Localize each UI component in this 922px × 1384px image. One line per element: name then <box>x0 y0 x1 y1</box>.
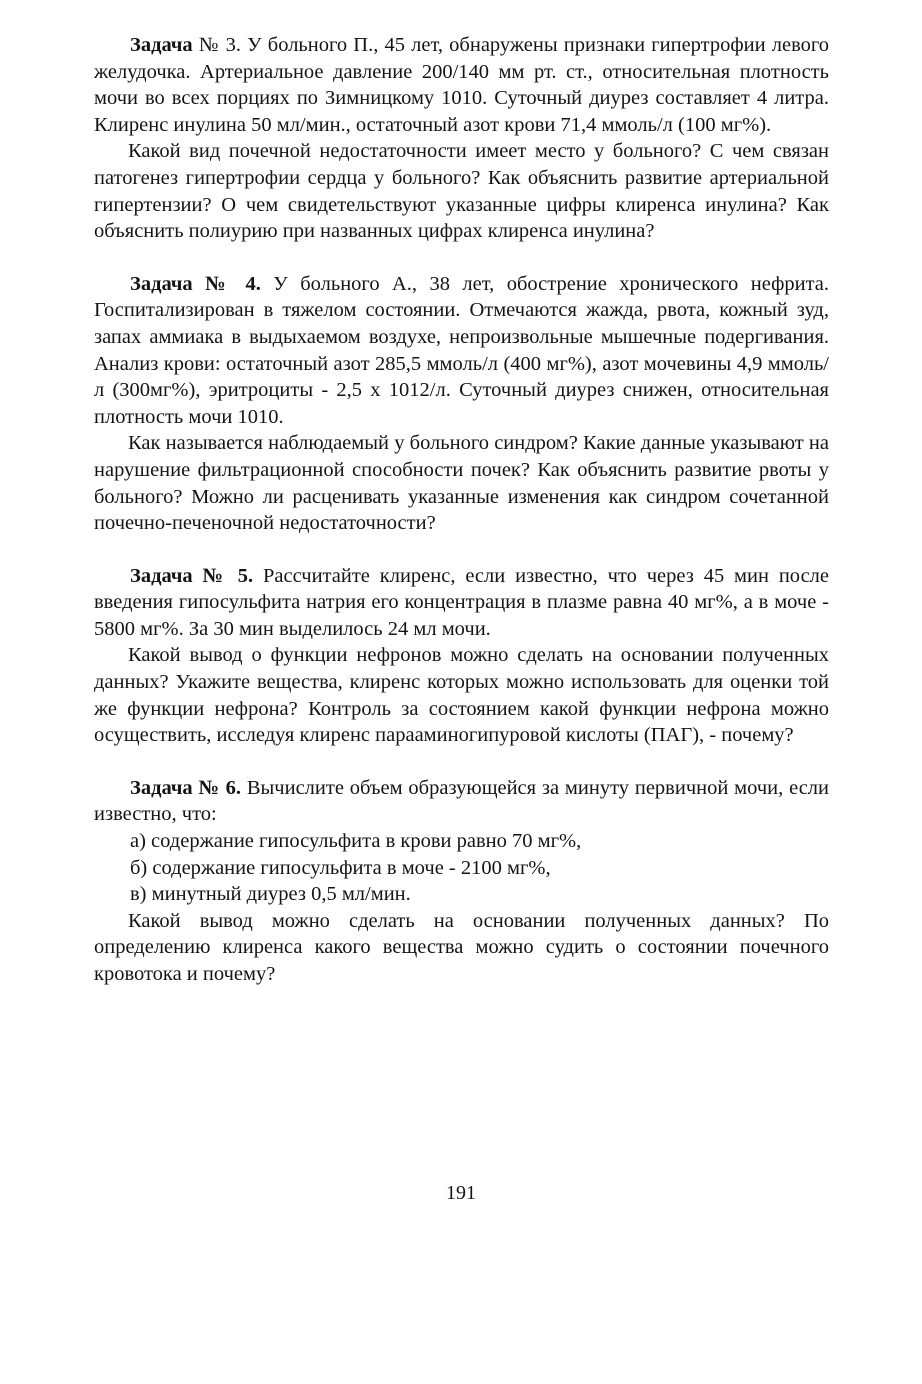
task-4 <box>94 271 829 537</box>
task-5-statement <box>94 563 829 643</box>
task-6-title: Задача № 6. <box>130 776 242 799</box>
task-5-questions: Какой вывод о функции нефронов можно сделать на основании полученных данных? Укажите вещества, клиренс которых можно использовать для оценки той же функции нефрона? Контроль за состоянием какой функции нефрона можно осуществить, исследуя клиренс парааминогипуровой кислоты (ПАГ), - почему? <box>94 644 829 747</box>
task-6-statement <box>94 775 829 828</box>
task-6 <box>94 775 829 988</box>
task-3 <box>94 32 829 245</box>
task-4-title: Задача № 4. <box>130 272 261 295</box>
task-4-statement <box>94 271 829 431</box>
task-3-statement-text: У больного П., 45 лет, обнаружены признаки гипертрофии левого желудочка. Артериальное давление 200/140 мм рт. ст., относительная плотность мочи во всех порциях по Зимницкому 1010. Суточный диурез составляет 4 литра. Клиренс инулина 50 мл/мин., остаточный азот крови 71,4 ммоль/л (100 мг%). <box>94 34 829 136</box>
task-6-item-c: в) минутный диурез 0,5 мл/мин. <box>130 883 411 906</box>
task-separator <box>94 537 829 563</box>
task-4-questions: Как называется наблюдаемый у больного синдром? Какие данные указывают на нарушение фильтрационной способности почек? Как объяснить развитие рвоты у больного? Можно ли расценивать указанные изменения как синдром сочетанной почечно-печеночной недостаточности? <box>94 432 829 535</box>
task-6-item-a: а) содержание гипосульфита в крови равно 70 мг%, <box>130 830 582 853</box>
task-5 <box>94 563 829 749</box>
task-3-number: № 3. <box>192 34 241 56</box>
document-page <box>94 32 829 988</box>
task-6-item-b: б) содержание гипосульфита в моче - 2100 мг%, <box>130 856 551 879</box>
page-number: 191 <box>446 1182 476 1204</box>
task-separator <box>94 245 829 271</box>
task-5-statement-text: Рассчитайте клиренс, если известно, что через 45 мин после введения гипосульфита натрия его концентрация в плазме равна 40 мг%, а в моче - 5800 мг%. За 30 мин выделилось 24 мл мочи. <box>94 564 829 640</box>
task-3-statement <box>94 32 829 138</box>
task-5-title: Задача № 5. <box>130 564 254 587</box>
task-6-statement-text: Вычислите объем образующейся за минуту первичной мочи, если известно, что: <box>94 776 829 826</box>
task-4-statement-text: У больного А., 38 лет, обострение хронического нефрита. Госпитализирован в тяжелом состоянии. Отмечаются жажда, рвота, кожный зуд, запах аммиака в выдыхаемом воздухе, непроизвольные мышечные подергивания. Анализ крови: остаточный азот 285,5 ммоль/л (400 мг%), азот мочевины 4,9 ммоль/л (300мг%), эритроциты - 2,5 x 1012/л. Суточный диурез снижен, относительная плотность мочи 1010. <box>94 272 829 428</box>
task-3-questions: Какой вид почечной недостаточности имеет место у больного? С чем связан патогенез гипертрофии сердца у больного? Как объяснить развитие артериальной гипертензии? О чем свидетельствуют указанные цифры клиренса инулина? Как объяснить полиурию при названных цифрах клиренса инулина? <box>94 140 829 243</box>
task-separator <box>94 749 829 775</box>
task-6-questions: Какой вывод можно сделать на основании полученных данных? По определению клиренса какого вещества можно судить о состоянии почечного кровотока и почему? <box>94 909 829 985</box>
task-3-title: Задача <box>130 34 193 56</box>
